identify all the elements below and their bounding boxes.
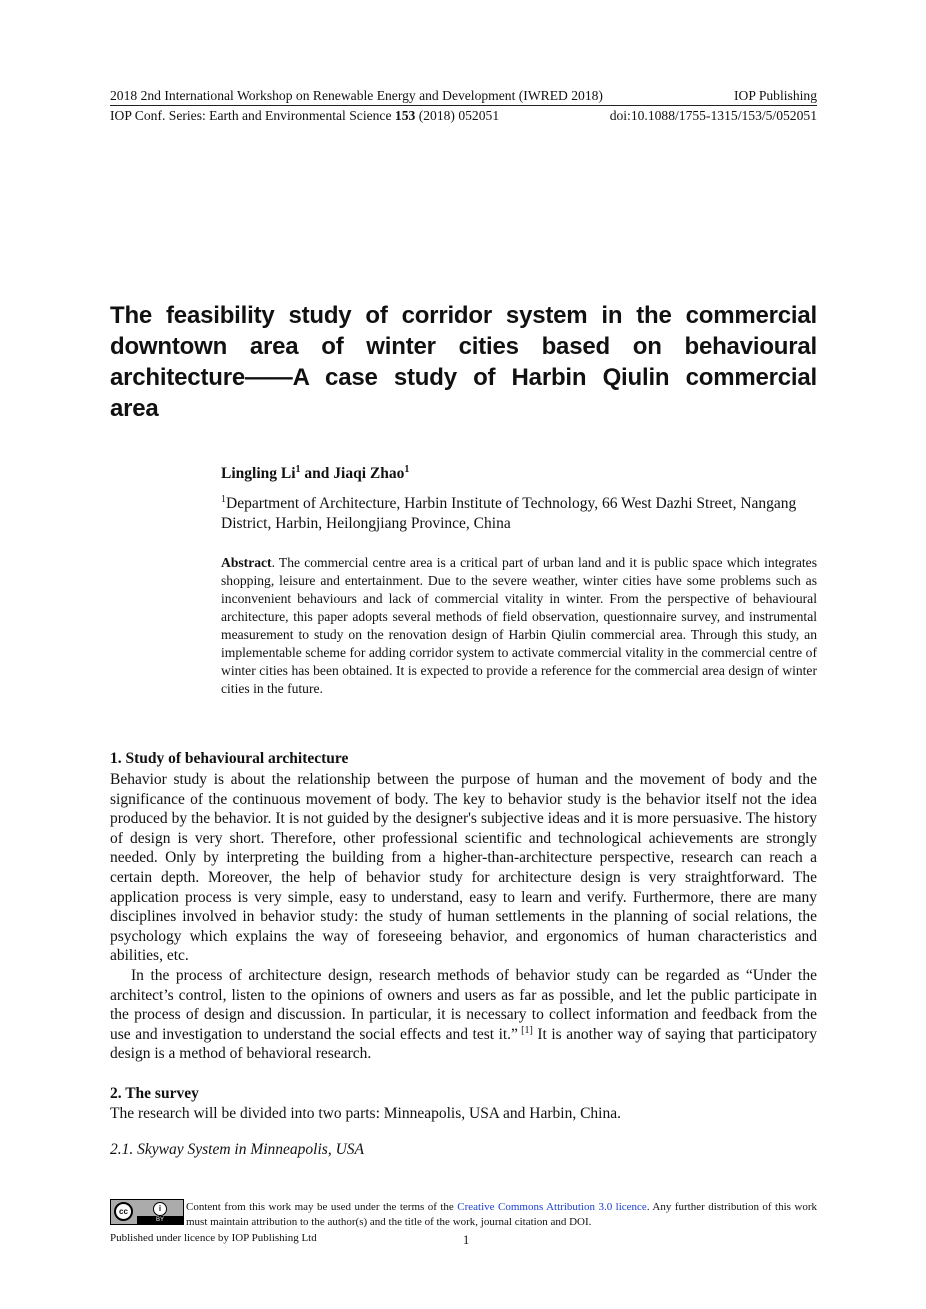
license-link[interactable]: Creative Commons Attribution 3.0 licence	[457, 1201, 647, 1213]
section-heading: 2. The survey	[110, 1085, 199, 1102]
volume-number: 153	[394, 108, 416, 123]
section-heading: 1. Study of behavioural architecture	[110, 750, 349, 767]
abstract-label: Abstract	[221, 555, 272, 570]
citation-ref[interactable]: [1]	[517, 1024, 533, 1036]
paragraph: The research will be divided into two parts: Minneapolis, USA and Harbin, China.	[110, 1105, 621, 1122]
doi-text: doi:10.1088/1755-1315/153/5/052051	[609, 108, 817, 123]
subsection-heading: 2.1. Skyway System in Minneapolis, USA	[110, 1141, 364, 1158]
citation-line	[110, 108, 817, 124]
publisher-notice: Published under licence by IOP Publishing Ltd	[110, 1232, 317, 1244]
conference-name: 2018 2nd International Workshop on Renewable Energy and Development (IWRED 2018)	[110, 88, 603, 103]
creative-commons-icon: cc	[114, 1202, 133, 1221]
attribution-person-icon: i	[153, 1202, 167, 1216]
author-name: Jiaqi Zhao	[333, 465, 405, 482]
series-citation: IOP Conf. Series: Earth and Environmental Science 153 (2018) 052051	[110, 108, 500, 123]
license-notice: Content from this work may be used under the terms of the Creative Commons Attribution 3.0 licence. Any further distribution of this work must maintain attribution to the author(s) and the title of the work, journal citation and DOI.	[186, 1201, 817, 1228]
affiliation: $^1$Department of Architecture, Harbin Institute of Technology, 66 West Dazhi Street, Nangang District, Harbin, Heilongjiang Province, China	[221, 493, 797, 532]
paragraph: Behavior study is about the relationship between the purpose of human and the movement of body and the significance of the continuous movement of body. The key to behavior study is the behavior itself not the idea produced by the behavior. It is not guided by the designer's subjective ideas and it is more persuasive. The history of design is very short. Therefore, other professional scientific and technological achievements are strongly needed. Only by interpreting the building from a higher-than-architecture perspective, research can reach a certain depth. Moreover, the help of behavior study for architecture design is very straightforward. The application process is very simple, easy to understand, easy to learn and verify. Furthermore, there are many disciplines involved in behavior study: the study of human settlements in the planning of social relations, the psychology which explains the way of foreseeing behavior, and ergonomics of human characteristics and abilities, etc.	[110, 771, 817, 965]
abstract: Abstract. The commercial centre area is a critical part of urban land and it is public space which integrates shopping, leisure and entertainment. Due to the severe weather, winter cities have some problems such as inconvenient behaviours and lack of commercial vitality in winter. From the perspective of behavioural architecture, this paper adopts several methods of field observation, questionnaire survey, and instrumental measurement to study on the renovation design of Harbin Qiulin commercial area. Through this study, an implementable scheme for adding corridor system to activate commercial vitality in the commercial centre of winter cities has been obtained. It is expected to provide a reference for the commercial area design of winter cities in the future.	[221, 555, 817, 696]
paper-title: The feasibility study of corridor system in the commercial downtown area of winter cities based on behavioural architecture——A case study of Harbin Qiulin commercial area	[110, 302, 817, 422]
author-name: Lingling Li	[221, 465, 296, 482]
running-header	[110, 88, 817, 106]
publisher-name: IOP Publishing	[734, 88, 817, 103]
cc-by-license-icon	[110, 1199, 184, 1225]
page-number: 1	[463, 1233, 470, 1247]
paragraph: In the process of architecture design, research methods of behavior study can be regarded as “Under the architect’s control, listen to the opinions of owners and users as far as possible, and let the public participate in the process of design and discussion. In particular, it is necessary to collect information and feedback from the use and investigation to understand the social effects and test it.” [1] It is another way of saying that participatory design is a method of behavioral research.	[110, 966, 818, 1063]
author-line: Lingling Li$^1$ and Jiaqi Zhao$^1$	[221, 463, 410, 482]
section-body	[110, 770, 817, 1064]
section-body	[110, 1104, 817, 1124]
by-label: BY	[137, 1216, 183, 1224]
